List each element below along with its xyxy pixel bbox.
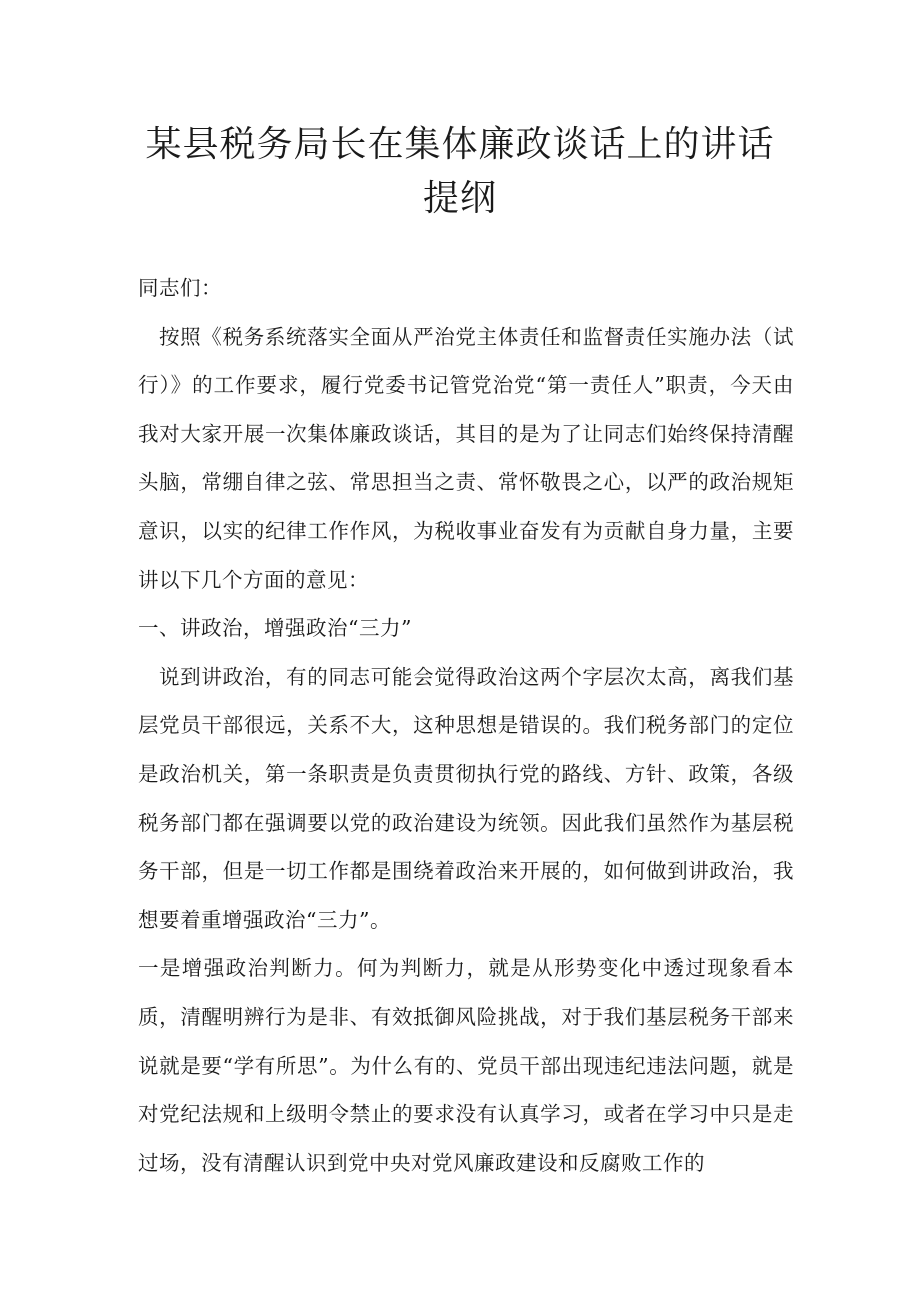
document-title: 某县税务局长在集体廉政谈话上的讲话提纲 <box>145 124 775 219</box>
document-body <box>138 264 794 1187</box>
section-heading-1: 一、讲政治，增强政治“三力” <box>138 616 412 641</box>
paragraph-intro: 按照《税务系统落实全面从严治党主体责任和监督责任实施办法（试行）》的工作要求，履行党委书记管党治党“第一责任人”职责，今天由我对大家开展一次集体廉政谈话，其目的是为了让同志们始终保持清醒头脑，常绷自律之弦、常思担当之责、常怀敬畏之心，以严的政治规矩意识，以实的纪律工作作风，为税收事业奋发有为贡献自身力量，主要讲以下几个方面的意见： <box>138 324 794 592</box>
paragraph-politics: 说到讲政治，有的同志可能会觉得政治这两个字层次太高，离我们基层党员干部很远，关系不大，这种思想是错误的。我们税务部门的定位是政治机关，第一条职责是负责贯彻执行党的路线、方针、政策，各级税务部门都在强调要以党的政治建设为统领。因此我们虽然作为基层税务干部，但是一切工作都是围绕着政治来开展的，如何做到讲政治，我想要着重增强政治“三力”。 <box>138 664 794 932</box>
salutation: 同志们： <box>138 276 222 300</box>
paragraph-judgment: 一是增强政治判断力。何为判断力，就是从形势变化中透过现象看本质，清醒明辨行为是非、有效抵御风险挑战，对于我们基层税务干部来说就是要“学有所思”。为什么有的、党员干部出现违纪违法问题，就是对党纪法规和上级明令禁止的要求没有认真学习，或者在学习中只是走过场，没有清醒认识到党中央对党风廉政建设和反腐败工作的 <box>138 956 794 1175</box>
